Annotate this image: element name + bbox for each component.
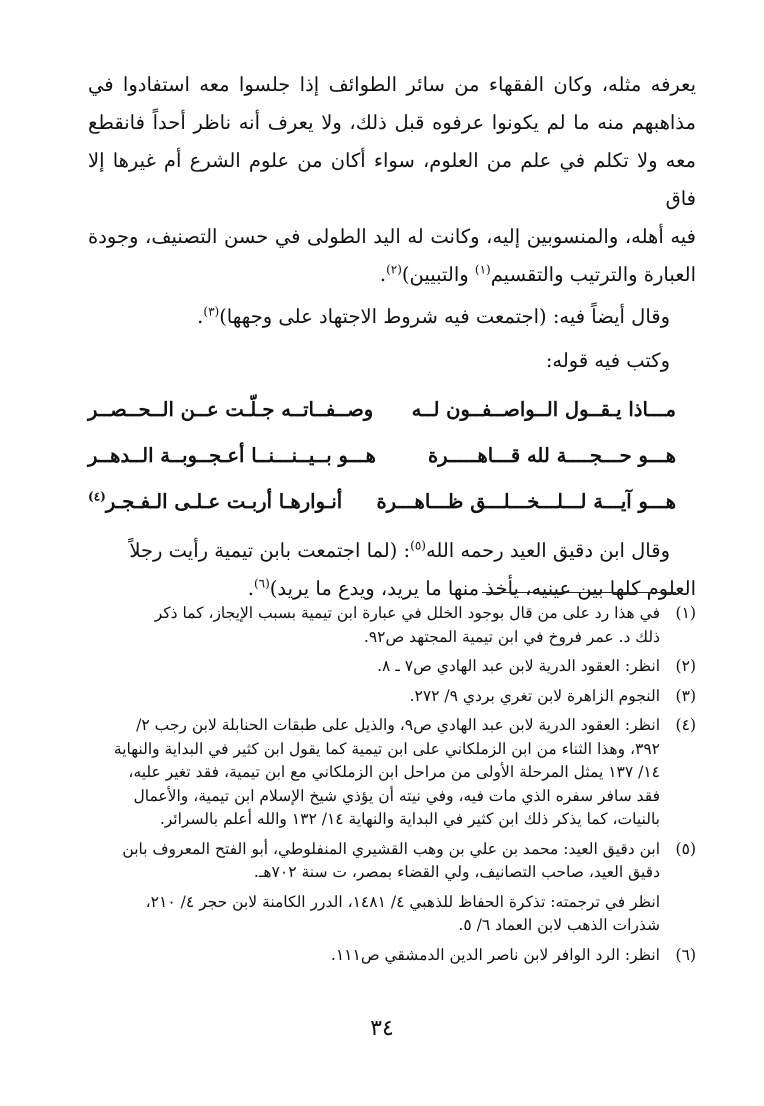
paragraph-2-text: وقال أيضاً فيه: (اجتمعت فيه شروط الاجتهاد على وجهها) [219, 305, 670, 328]
footnote-text [88, 838, 660, 938]
footnote-ref-6[interactable]: (٦) [253, 576, 270, 591]
footnote-text [88, 685, 660, 709]
footnote-line: دقيق العيد، صاحب التصانيف، ولي القضاء بمصر، ت سنة ٧٠٢هـ. [253, 863, 660, 881]
verse-first-hemistich: هـــو حـــجــــة لله قـــاهـــــرة [427, 443, 676, 467]
poem-verse [88, 432, 696, 478]
paragraph-4-line-1 [88, 532, 696, 570]
footnote-line: في هذا رد على من قال بوجود الخلل في عبارة ابن تيمية بسبب الإيجاز، كما ذكر [154, 604, 660, 622]
footnote-line: ابن دقيق العيد: محمد بن علي بن وهب القشيري المنفلوطي، أبو الفتح المعروف بابن [122, 839, 660, 858]
footnote-text [88, 714, 660, 832]
footnote-line: انظر: الرد الوافر لابن ناصر الدين الدمشقي ص١١١. [330, 945, 660, 964]
paragraph-4-line-2-text: العلوم كلها بين عينيه، يأخذ منها ما يريد، ويدع ما يريد) [269, 577, 696, 600]
footnote-line: بالنيات، كما يذكر ذلك ابن كثير في البداية والنهاية ١٤/ ١٣٢ والله أعلم بالسرائر. [159, 810, 660, 828]
footnote-line: انظر: العقود الدرية لابن عبد الهادي ص٧ ـ ٨. [377, 657, 660, 675]
page-number: ٣٤ [370, 1016, 394, 1041]
footnote-item [88, 602, 696, 649]
paragraph-3: وكتب فيه قوله: [545, 349, 670, 372]
verse-second-hemistich [88, 490, 388, 513]
footnote-ref-5[interactable]: (٥) [410, 538, 426, 553]
verse-second-hemistich-text: أنـوارهـا أربـت عـلـى الـفـجـر [105, 489, 343, 513]
footnote-ref-3[interactable]: (٣) [203, 304, 220, 319]
paragraph-2 [88, 298, 696, 336]
footnote-item [88, 685, 696, 709]
footnote-line: ١٤/ ١٣٧ يمثل المرحلة الأولى من مراحل ابن الزملكاني مع ابن تيمية، فقد تغير عليه، [128, 763, 660, 781]
footnote-item [88, 944, 696, 968]
footnote-number: (٥) [675, 839, 696, 858]
footnote-number: (٢) [675, 657, 696, 675]
footnote-ref-4[interactable]: (٤) [88, 489, 106, 503]
paragraph-1-line-5-text: العبارة والترتيب والتقسيم [490, 263, 696, 286]
verse-second-hemistich: هـــو بــيــنـــنــا أعـجــوبــة الــدهــر [88, 443, 376, 467]
paragraph-4-line-1-rest: : (لما اجتمعت بابن تيمية رأيت رجلاً [129, 539, 411, 562]
footnote-number: (١) [675, 604, 696, 622]
footnote-text [88, 602, 660, 649]
main-text [88, 66, 696, 608]
footnote-item [88, 838, 696, 938]
paragraph-2-end: . [197, 305, 204, 328]
footnote-item [88, 655, 696, 679]
footnote-text [88, 655, 660, 679]
paragraph-1-line-1: يعرفه مثله، وكان الفقهاء من سائر الطوائف إذا جلسوا معه استفادوا في [88, 73, 696, 96]
verse-second-hemistich: وصــفــاتــه جـلّـت عــن الــحــصــر [88, 397, 374, 421]
poem-verse [88, 478, 696, 524]
paragraph-4-end: . [247, 577, 254, 600]
footnote-line: فقد سافر سفره الذي مات فيه، وفي نيته أن يؤذي شيخ الإسلام ابن تيمية، والأعمال [133, 786, 660, 805]
footnote-line: انظر في ترجمته: تذكرة الحفاظ للذهبي ٤/ ١٤٨١، الدرر الكامنة لابن حجر ٤/ ٢١٠، [145, 892, 660, 911]
footnote-text [88, 944, 660, 968]
footnotes [88, 596, 696, 967]
footnote-line: النجوم الزاهرة لابن تغري بردي ٩/ ٢٧٢. [409, 686, 660, 705]
paragraph-1-line-5 [88, 256, 696, 294]
footnote-line: انظر: العقود الدرية لابن عبد الهادي ص٩، والذيل على طبقات الحنابلة لابن رجب ٢/ [136, 716, 660, 734]
poem [88, 386, 696, 524]
paragraph-1-line-2: مذاهبهم منه ما لم يكونوا عرفوه قبل ذلك، ولا يعرف أنه ناظر أحداً فانقطع [88, 111, 696, 134]
verse-first-hemistich: مـــاذا يـقــول الــواصــفــون لــه [411, 397, 676, 421]
paragraph-1-line-5-mid: والتبيين) [401, 263, 475, 286]
footnote-item [88, 714, 696, 832]
footnote-number: (٣) [675, 686, 696, 705]
paragraph-1-line-3: معه ولا تكلم في علم من العلوم، سواء أكان من علوم الشرع أم غيرها إلا فاق [88, 149, 696, 210]
footnote-line: شذرات الذهب لابن العماد ٦/ ٥. [458, 916, 660, 934]
poem-verse [88, 386, 696, 432]
footnote-ref-2[interactable]: (٢) [386, 262, 402, 277]
footnote-number: (٦) [675, 945, 696, 964]
footnote-ref-1[interactable]: (١) [474, 262, 491, 277]
footnote-number: (٤) [675, 716, 696, 734]
paragraph-1-line-5-end: . [379, 263, 387, 286]
paragraph-4-start: وقال ابن دقيق العيد رحمه الله [425, 539, 670, 562]
footnote-separator [482, 592, 676, 593]
footnote-line: ذلك د. عمر فروخ في ابن تيمية المجتهد ص٩٢. [363, 627, 660, 646]
verse-first-hemistich: هـــو آيـــة لـــلـــخـــلـــق ظـــاهـــرة [376, 489, 676, 513]
paragraph-1-line-4: فيه أهله، والمنسوبين إليه، وكانت له اليد الطولى في حسن التصنيف، وجودة [88, 225, 696, 248]
footnote-line: ٣٩٢، وهذا الثناء من ابن الزملكاني على ابن تيمية كما يقول ابن كثير في البداية والنهاية [113, 739, 660, 758]
